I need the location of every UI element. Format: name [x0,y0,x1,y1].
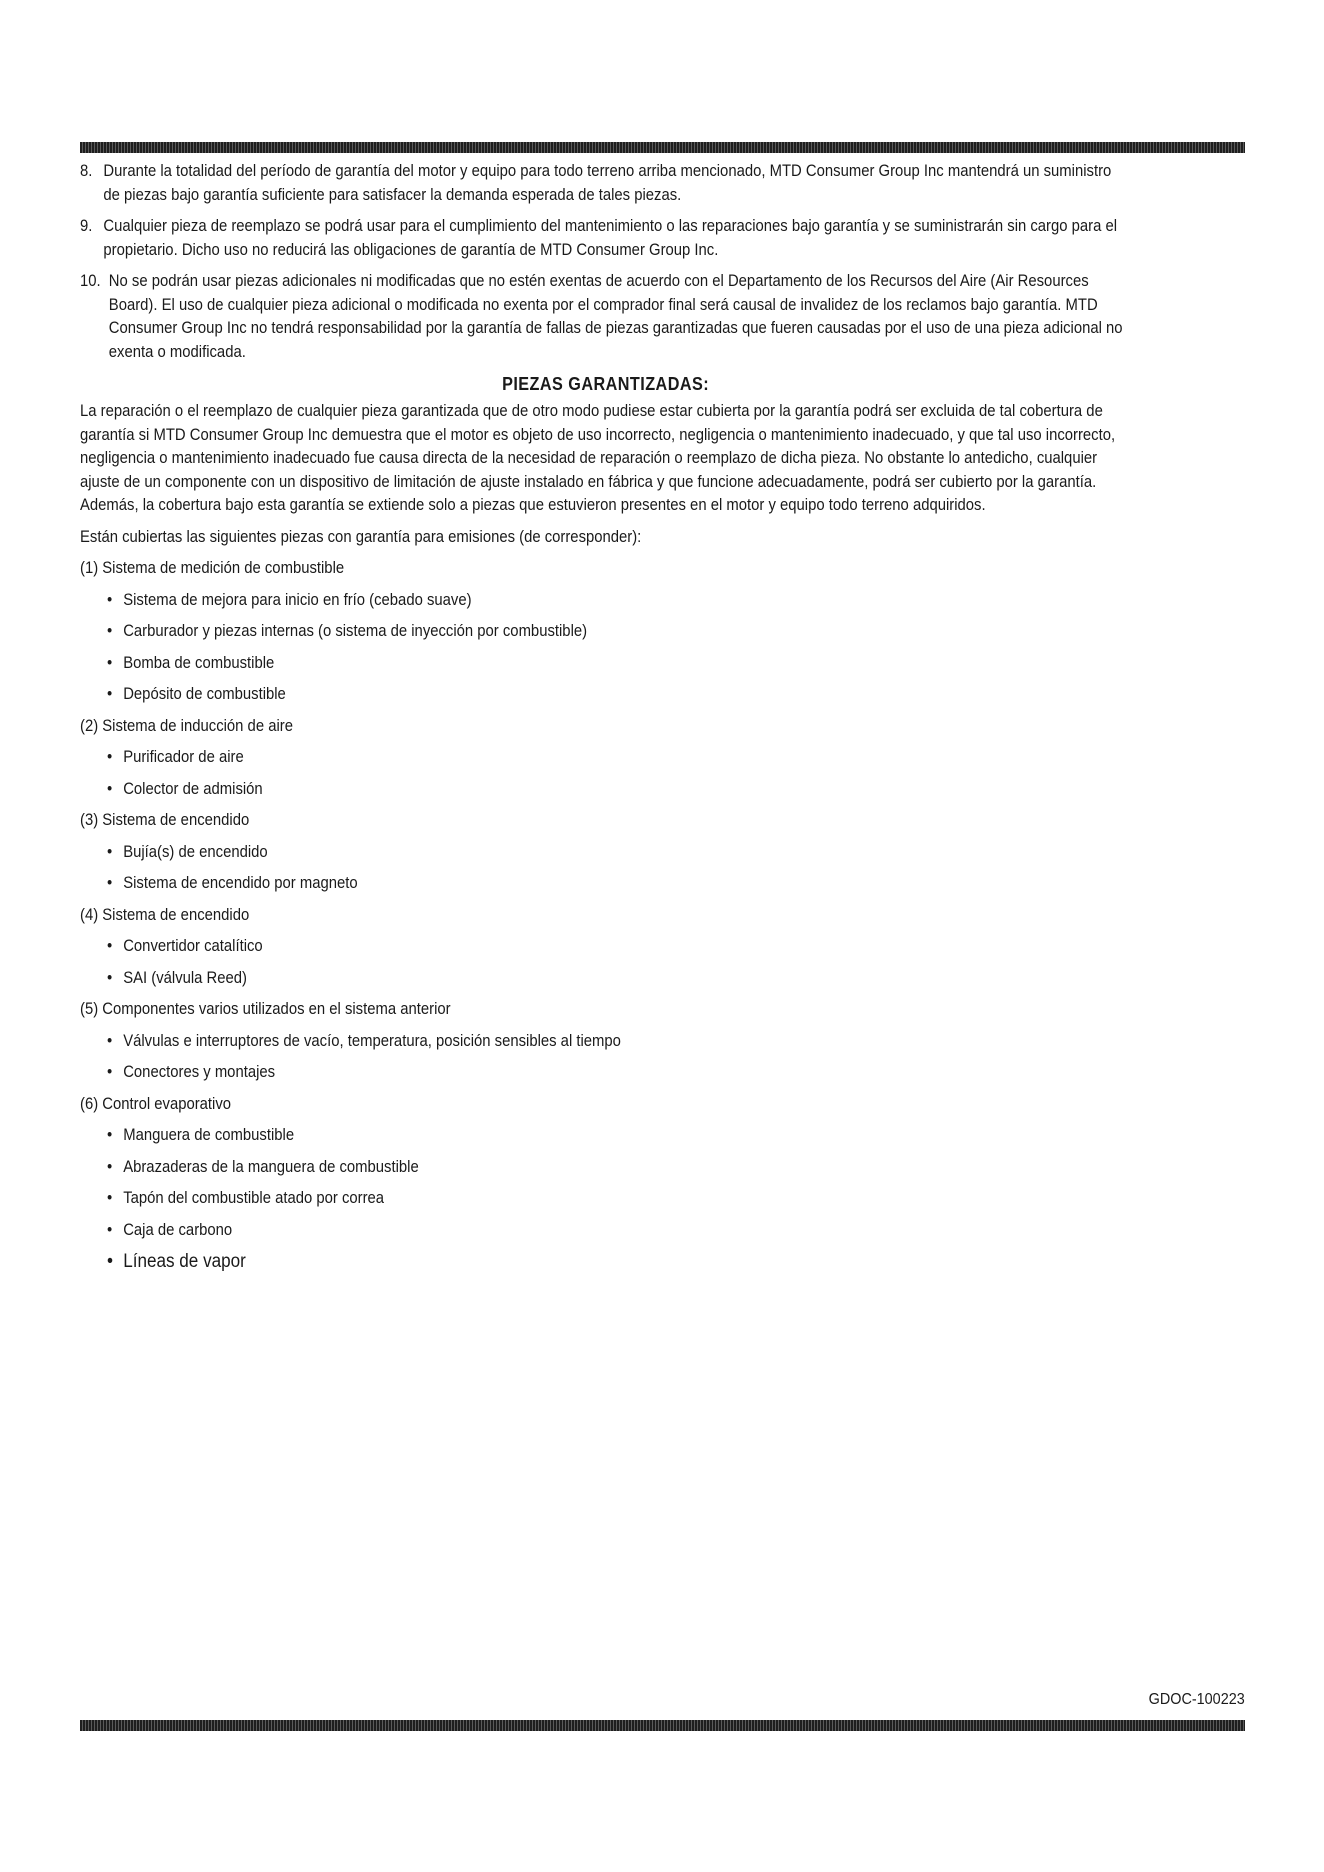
parts-group-title: (1) Sistema de medición de combustible [80,559,345,577]
parts-group-title: (5) Componentes varios utilizados en el sistema anterior [80,1000,451,1018]
list-item-8 [80,160,1131,207]
list-item [80,1061,1131,1085]
list-item-text: Colector de admisión [123,779,263,798]
parts-bullet-list [80,841,1131,896]
list-item-text: Bujía(s) de encendido [123,842,268,861]
parts-bullet-list [80,1030,1131,1085]
list-item-text: Válvulas e interruptores de vacío, temperatura, posición sensibles al tiempo [123,1031,621,1050]
parts-group-title: (3) Sistema de encendido [80,811,250,829]
bullet-icon: • [107,968,113,987]
list-item-text: Manguera de combustible [123,1126,295,1144]
list-item-text: Cualquier pieza de reemplazo se podrá usar para el cumplimiento del mantenimiento o las reparaciones bajo garantía y se suministrarán sin cargo para el propietario. Dicho uso no reducirá las obligaciones de garantía de MTD Consumer Group Inc. [103,217,1118,259]
bullet-icon: • [107,748,113,766]
bullet-icon: • [107,1189,113,1207]
list-item [80,872,1131,896]
list-item [80,1124,1131,1148]
list-item [80,841,1131,865]
list-item-number: 10. [80,272,101,290]
bullet-icon: • [107,1157,113,1176]
list-item-number: 9. [80,217,93,235]
list-item-text: Abrazaderas de la manguera de combustible [123,1157,419,1176]
bullet-icon: • [107,653,113,672]
parts-bullet-list [80,935,1131,990]
parts-group [80,1093,1131,1274]
bullet-icon: • [107,622,113,640]
list-item [80,1250,1131,1274]
bullet-icon: • [107,685,113,703]
document-code: GDOC-100223 [1148,1691,1245,1708]
list-item [80,1219,1131,1243]
parts-bullet-list [80,746,1131,801]
list-item-text: Líneas de vapor [123,1251,246,1272]
coverage-paragraph: La reparación o el reemplazo de cualquier pieza garantizada que de otro modo pudiese estar cubierta por la garantía podrá ser excluida de tal cobertura de garantía si MTD Consumer Group Inc demuestra que el motor es objeto de uso incorrecto, negligencia o mantenimiento inadecuado, y que tal uso incorrecto, negligencia o mantenimiento inadecuado fue causa directa de la necesidad de reparación o reemplazo de dicha pieza. No obstante lo antedicho, cualquier ajuste de un componente con un dispositivo de limitación de ajuste instalado en fábrica y que funcione adecuadamente, podrá ser cubierto por la garantía. Además, la cobertura bajo esta garantía se extiende solo a piezas que estuvieron presentes en el motor y equipo todo terreno adquiridos. [80,402,1116,514]
bullet-icon: • [107,1031,113,1050]
list-item-text: Depósito de combustible [123,685,286,703]
list-item-text: Sistema de encendido por magneto [123,874,358,892]
list-item-text: Carburador y piezas internas (o sistema de inyección por combustible) [123,622,588,640]
bullet-icon: • [107,1063,113,1081]
list-item-text: SAI (válvula Reed) [123,968,248,987]
parts-group [80,998,1131,1085]
list-item-text: No se podrán usar piezas adicionales ni modificadas que no estén exentas de acuerdo con el Departamento de los Recursos del Aire (Air Resources Board). El uso de cualquier pieza adicional o modificada no exenta por el comprador final será causal de invalidez de los reclamos bajo garantía. MTD Consumer Group Inc no tendrá responsabilidad por la garantía de fallas de piezas garantizadas que fueren causadas por el uso de una pieza adicional no exenta o modificada. [108,272,1123,361]
covered-parts-intro: Están cubiertas las siguientes piezas con garantía para emisiones (de corresponder): [80,527,642,546]
list-item [80,652,1131,676]
list-item-10 [80,270,1131,364]
list-item-text: Tapón del combustible atado por correa [123,1189,385,1207]
parts-group-title: (2) Sistema de inducción de aire [80,716,293,735]
list-item-number: 8. [80,162,93,180]
parts-group-title: (4) Sistema de encendido [80,905,250,924]
covered-parts-list [80,557,1131,1274]
bullet-icon: • [107,779,113,798]
list-item-9 [80,215,1131,262]
bullet-icon: • [107,842,113,861]
bullet-icon: • [107,590,113,609]
list-item-text: Caja de carbono [123,1220,233,1239]
list-item-text: Conectores y montajes [123,1063,276,1081]
parts-group-title: (6) Control evaporativo [80,1094,232,1113]
bottom-divider-rule [80,1720,1245,1731]
bullet-icon: • [107,1220,113,1239]
list-item [80,1030,1131,1054]
list-item [80,935,1131,959]
bullet-icon: • [107,937,113,955]
parts-group [80,904,1131,991]
list-item [80,1156,1131,1180]
bullet-icon: • [107,1251,113,1272]
list-item [80,620,1131,644]
parts-bullet-list [80,589,1131,707]
list-item [80,1187,1131,1211]
list-item-text: Durante la totalidad del período de garantía del motor y equipo para todo terreno arriba mencionado, MTD Consumer Group Inc mantendrá un suministro de piezas bajo garantía suficiente para satisfacer la demanda esperada de tales piezas. [103,162,1112,204]
section-title: PIEZAS GARANTIZADAS: [502,374,710,394]
parts-group [80,809,1131,896]
list-item-text: Sistema de mejora para inicio en frío (cebado suave) [123,590,472,609]
numbered-list [80,160,1131,364]
list-item [80,589,1131,613]
list-item-text: Bomba de combustible [123,653,275,672]
list-item [80,683,1131,707]
top-divider-rule [80,142,1245,153]
parts-bullet-list [80,1124,1131,1274]
parts-group [80,715,1131,802]
document-body [80,160,1131,1282]
list-item-text: Convertidor catalítico [123,937,263,955]
bullet-icon: • [107,874,113,892]
list-item [80,967,1131,991]
list-item [80,746,1131,770]
bullet-icon: • [107,1126,113,1144]
list-item [80,778,1131,802]
list-item-text: Purificador de aire [123,748,244,766]
parts-group [80,557,1131,707]
